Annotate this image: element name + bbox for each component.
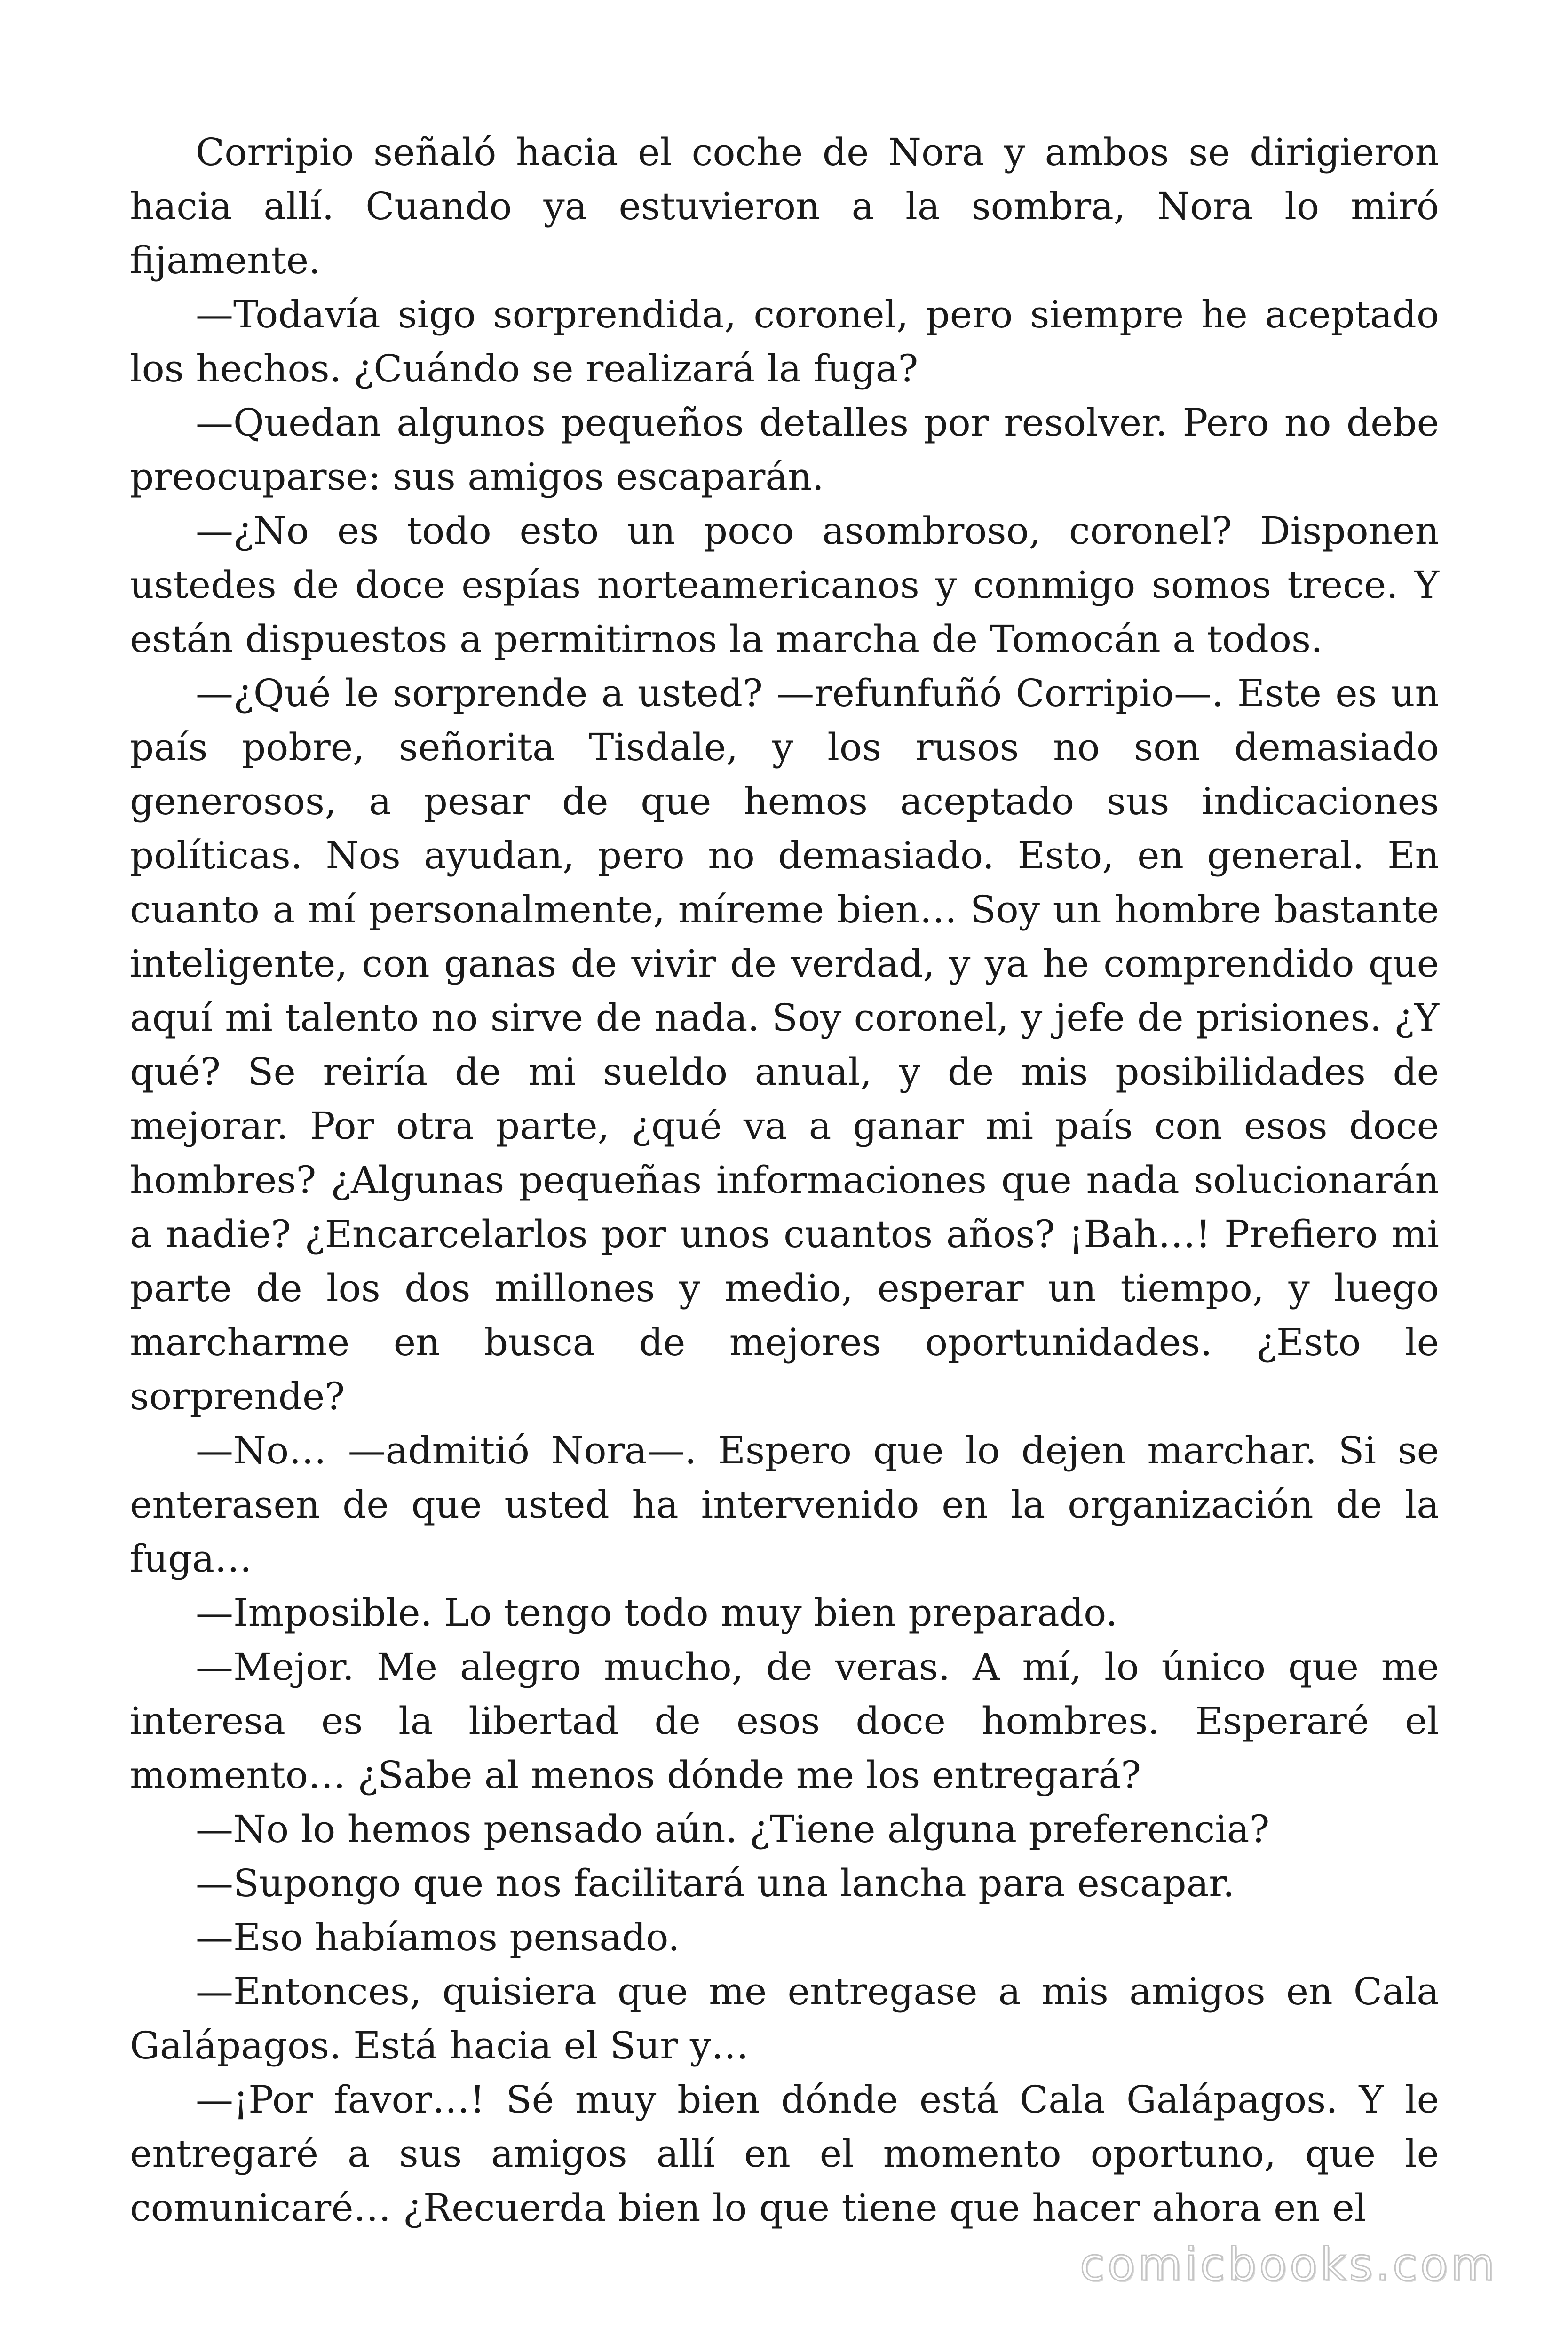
paragraph: —Imposible. Lo tengo todo muy bien preparado. (196, 1591, 1118, 1635)
page-body (130, 125, 1439, 2235)
watermark-logo: comicbooks.com (1079, 2238, 1497, 2291)
paragraph: —Todavía sigo sorprendida, coronel, pero siempre he aceptado los hechos. ¿Cuándo se realizará la fuga? (130, 293, 1439, 390)
paragraph: Corripio señaló hacia el coche de Nora y ambos se dirigieron hacia allí. Cuando ya estuvieron a la sombra, Nora lo miró fijamente. (130, 130, 1439, 282)
paragraph: —Quedan algunos pequeños detalles por resolver. Pero no debe preocuparse: sus amigos escaparán. (130, 401, 1439, 499)
paragraph: —No… —admitió Nora—. Espero que lo dejen marchar. Si se enterasen de que usted ha intervenido en la organización de la fuga… (130, 1429, 1439, 1581)
paragraph: —¡Por favor…! Sé muy bien dónde está Cala Galápagos. Y le entregaré a sus amigos allí en el momento oportuno, que le comunicaré… ¿Recuerda bien lo que tiene que hacer ahora en el (130, 2078, 1439, 2230)
paragraph: —Eso habíamos pensado. (196, 1915, 680, 1959)
paragraph: —Mejor. Me alegro mucho, de veras. A mí, lo único que me interesa es la libertad de esos doce hombres. Esperaré el momento… ¿Sabe al menos dónde me los entregará? (130, 1645, 1439, 1797)
paragraph: —¿Qué le sorprende a usted? —refunfuñó Corripio—. Este es un país pobre, señorita Tisdale, y los rusos no son demasiado generosos, a pesar de que hemos aceptado sus indicaciones políticas. Nos ayudan, pero no demasiado. Esto, en general. En cuanto a mí personalmente, míreme bien… Soy un hombre bastante inteligente, con ganas de vivir de verdad, y ya he comprendido que aquí mi talento no sirve de nada. Soy coronel, y jefe de prisiones. ¿Y qué? Se reiría de mi sueldo anual, y de mis posibilidades de mejorar. Por otra parte, ¿qué va a ganar mi país con esos doce hombres? ¿Algunas pequeñas informaciones que nada solucionarán a nadie? ¿Encarcelarlos por unos cuantos años? ¡Bah…! Prefiero mi parte de los dos millones y medio, esperar un tiempo, y luego marcharme en busca de mejores oportunidades. ¿Esto le sorprende? (130, 671, 1439, 1418)
paragraph: —Supongo que nos facilitará una lancha para escapar. (196, 1861, 1235, 1905)
paragraph: —Entonces, quisiera que me entregase a mis amigos en Cala Galápagos. Está hacia el Sur y… (130, 1970, 1439, 2067)
paragraph: —No lo hemos pensado aún. ¿Tiene alguna preferencia? (196, 1807, 1270, 1851)
paragraph: —¿No es todo esto un poco asombroso, coronel? Disponen ustedes de doce espías norteamericanos y conmigo somos trece. Y están dispuestos a permitirnos la marcha de Tomocán a todos. (130, 509, 1439, 661)
